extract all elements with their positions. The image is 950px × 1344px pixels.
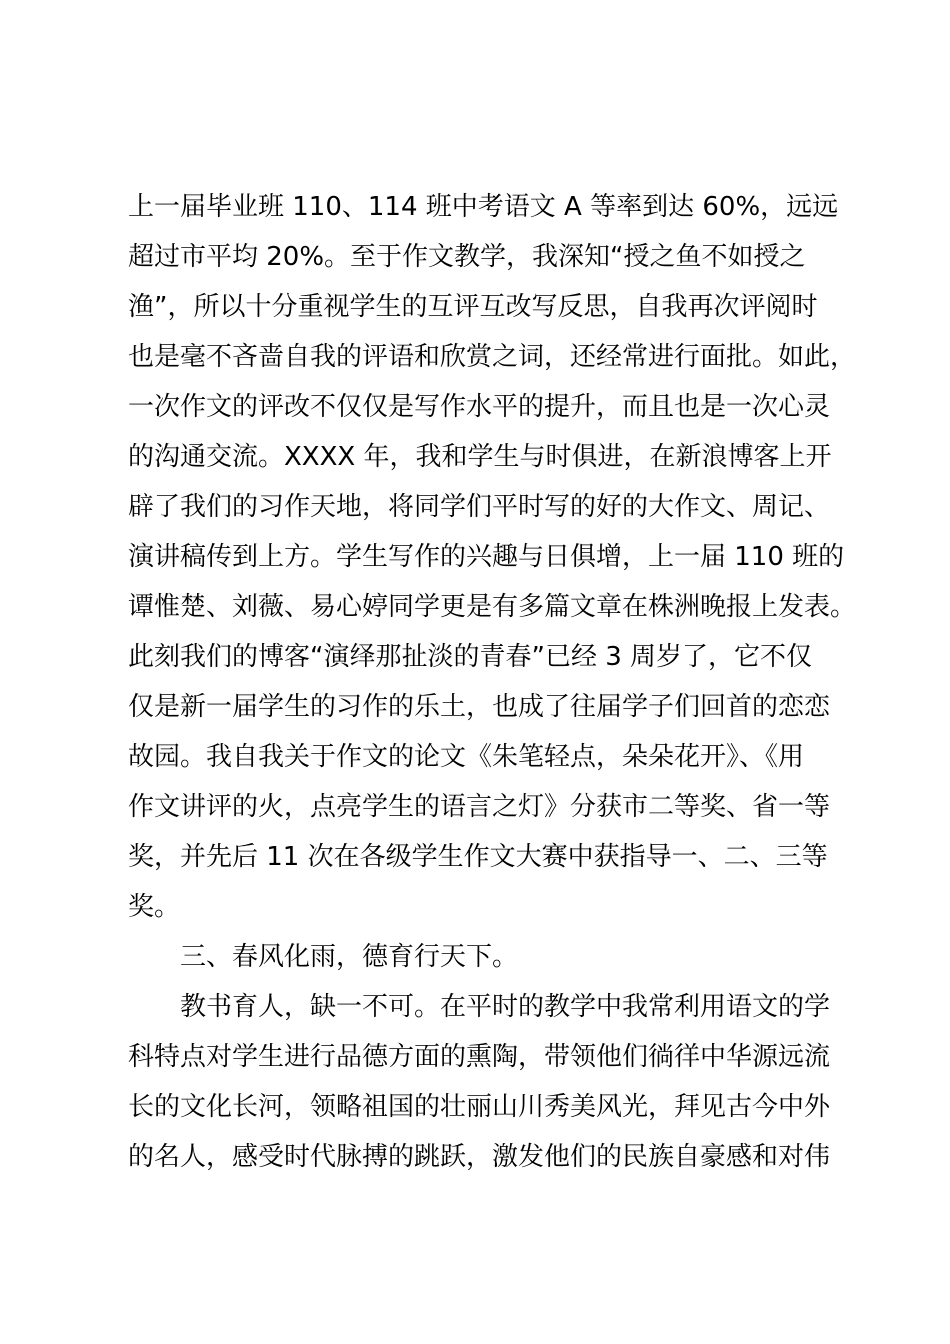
- text-line: 也是毫不吝啬自我的评语和欣赏之词，还经常进行面批。如此，: [128, 342, 857, 372]
- section-heading: 三、春风化雨，德育行天下。: [180, 942, 519, 972]
- text-line: 谭惟楚、刘薇、易心婷同学更是有多篇文章在株洲晚报上发表。: [128, 592, 857, 622]
- text-line: 上一届毕业班 110、114 班中考语文 A 等率到达 60%，远远: [128, 192, 839, 222]
- text-line: 的名人，感受时代脉搏的跳跃，激发他们的民族自豪感和对伟: [128, 1142, 831, 1172]
- text-line: 故园。我自我关于作文的论文《朱笔轻点，朵朵花开》、《用: [128, 742, 805, 772]
- text-line: 此刻我们的博客“演绎那扯淡的青春”已经 3 周岁了，它不仅: [128, 642, 813, 672]
- text-line: 仅是新一届学生的习作的乐土，也成了往届学子们回首的恋恋: [128, 692, 831, 722]
- text-line: 奖。: [128, 892, 181, 922]
- text-line: 辟了我们的习作天地，将同学们平时写的好的大作文、周记、: [128, 492, 831, 522]
- text-line: 科特点对学生进行品德方面的熏陶，带领他们徜徉中华源远流: [128, 1042, 831, 1072]
- text-line: 一次作文的评改不仅仅是写作水平的提升，而且也是一次心灵: [128, 392, 831, 422]
- text-line: 的沟通交流。XXXX 年，我和学生与时俱进，在新浪博客上开: [128, 442, 832, 472]
- text-line: 长的文化长河，领略祖国的壮丽山川秀美风光，拜见古今中外: [128, 1092, 831, 1122]
- paragraph-first-line: 教书育人，缺一不可。在平时的教学中我常利用语文的学: [180, 992, 831, 1022]
- text-line: 演讲稿传到上方。学生写作的兴趣与日俱增，上一届 110 班的: [128, 542, 845, 572]
- text-line: 超过市平均 20%。至于作文教学，我深知“授之鱼不如授之: [128, 242, 806, 272]
- text-line: 作文讲评的火，点亮学生的语言之灯》分获市二等奖、省一等: [128, 792, 831, 822]
- document-body: [128, 182, 857, 1182]
- text-line: 奖，并先后 11 次在各级学生作文大赛中获指导一、二、三等: [128, 842, 828, 872]
- text-line: 渔”，所以十分重视学生的互评互改写反思，自我再次评阅时: [128, 292, 818, 322]
